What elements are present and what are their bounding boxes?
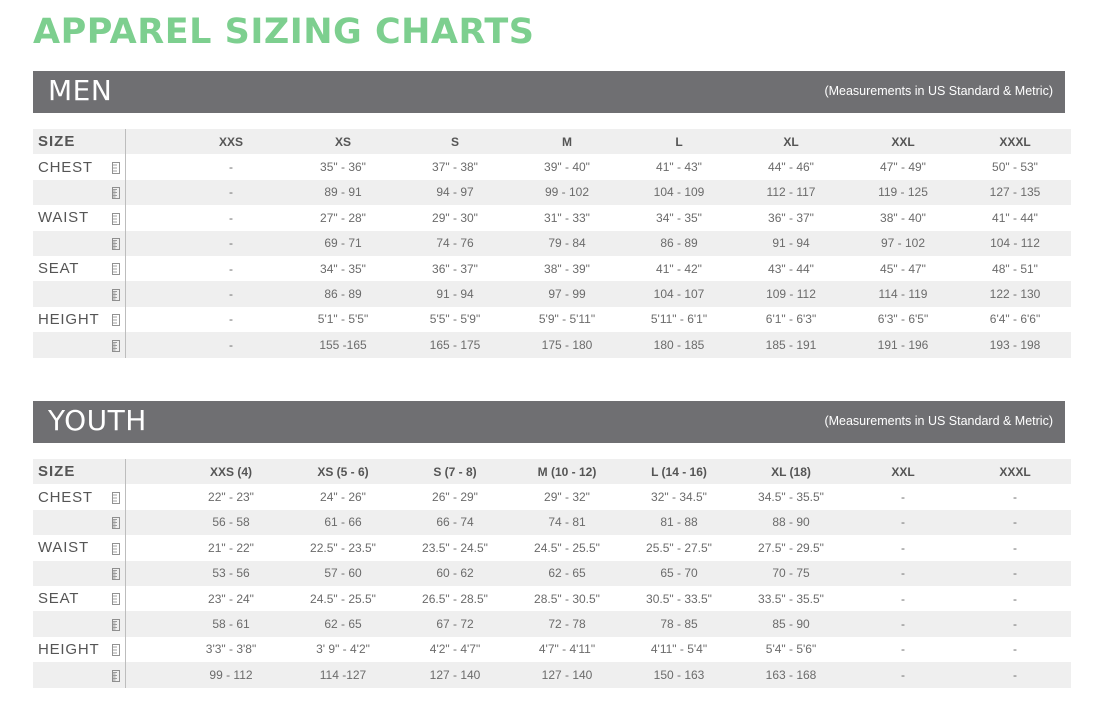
size-header: S bbox=[399, 129, 511, 154]
table-row bbox=[33, 180, 1071, 205]
table-cell: 150 - 163 bbox=[623, 662, 735, 687]
ruler-inch-icon bbox=[108, 256, 125, 281]
measurement-label: WAIST bbox=[38, 209, 89, 227]
table-cell: 22" - 23" bbox=[208, 490, 254, 505]
table-cell: 104 - 107 bbox=[623, 281, 735, 306]
table-cell: 23" - 24" bbox=[208, 591, 254, 606]
table-cell: 114 - 119 bbox=[847, 281, 959, 306]
table-cell: 29" - 32" bbox=[544, 490, 590, 505]
table-cell: 39" - 40" bbox=[544, 160, 590, 175]
table-cell: 180 - 185 bbox=[623, 332, 735, 357]
table-cell: 122 - 130 bbox=[959, 281, 1071, 306]
table-cell: 97 - 102 bbox=[847, 231, 959, 256]
table-cell: 3' 9" - 4'2" bbox=[316, 642, 370, 657]
table-cell: 25.5" - 27.5" bbox=[646, 540, 712, 555]
table-cell: 43" - 44" bbox=[768, 261, 814, 276]
table-cell: - bbox=[1013, 490, 1017, 505]
ruler-inch-icon bbox=[108, 637, 125, 662]
table-cell: - bbox=[1013, 591, 1017, 606]
men-size-header-row bbox=[33, 129, 1071, 154]
size-header: S (7 - 8) bbox=[399, 459, 511, 484]
table-cell: - bbox=[229, 261, 233, 276]
table-row bbox=[33, 332, 1071, 357]
table-cell: 23.5" - 24.5" bbox=[422, 540, 488, 555]
men-section bbox=[33, 71, 1065, 358]
header-spacer bbox=[108, 129, 125, 154]
size-column-label: SIZE bbox=[33, 129, 108, 154]
table-cell: 24.5" - 25.5" bbox=[534, 540, 600, 555]
table-cell: 27.5" - 29.5" bbox=[758, 540, 824, 555]
table-cell: 26" - 29" bbox=[432, 490, 478, 505]
table-row bbox=[33, 484, 1071, 509]
table-cell: 89 - 91 bbox=[287, 180, 399, 205]
table-cell: 5'11" - 6'1" bbox=[650, 312, 708, 327]
table-cell: - bbox=[959, 611, 1071, 636]
table-cell: 27" - 28" bbox=[320, 210, 366, 225]
youth-size-table bbox=[33, 459, 1072, 688]
table-cell: - bbox=[901, 591, 905, 606]
size-header: L bbox=[623, 129, 735, 154]
table-cell: 175 - 180 bbox=[511, 332, 623, 357]
table-row bbox=[33, 231, 1071, 256]
table-row bbox=[33, 586, 1071, 611]
size-header: XXL bbox=[847, 129, 959, 154]
table-row bbox=[33, 256, 1071, 281]
ruler-inch-icon bbox=[108, 154, 125, 179]
table-cell: 34" - 35" bbox=[656, 210, 702, 225]
size-header: M (10 - 12) bbox=[511, 459, 623, 484]
table-cell: 36" - 37" bbox=[432, 261, 478, 276]
table-cell: - bbox=[175, 231, 287, 256]
youth-section bbox=[33, 401, 1065, 688]
table-cell: 91 - 94 bbox=[399, 281, 511, 306]
table-cell: 67 - 72 bbox=[399, 611, 511, 636]
table-row bbox=[33, 205, 1071, 230]
header-gap bbox=[125, 459, 175, 484]
table-cell: - bbox=[175, 332, 287, 357]
table-cell: 66 - 74 bbox=[399, 510, 511, 535]
row-gap bbox=[125, 535, 175, 560]
table-cell: 5'9" - 5'11" bbox=[538, 312, 596, 327]
table-cell: 28.5" - 30.5" bbox=[534, 591, 600, 606]
measurement-label bbox=[33, 510, 108, 535]
header-gap bbox=[125, 129, 175, 154]
table-cell: - bbox=[901, 540, 905, 555]
table-cell: 60 - 62 bbox=[399, 561, 511, 586]
table-cell: 61 - 66 bbox=[287, 510, 399, 535]
table-cell: 24" - 26" bbox=[320, 490, 366, 505]
table-cell: 31" - 33" bbox=[544, 210, 590, 225]
table-cell: 99 - 112 bbox=[175, 662, 287, 687]
table-cell: 41" - 44" bbox=[992, 210, 1038, 225]
men-size-table bbox=[33, 129, 1072, 358]
row-gap bbox=[125, 561, 175, 586]
table-cell: 4'7" - 4'11" bbox=[538, 642, 596, 657]
table-cell: 57 - 60 bbox=[287, 561, 399, 586]
table-cell: - bbox=[959, 510, 1071, 535]
table-cell: 38" - 40" bbox=[880, 210, 926, 225]
table-cell: - bbox=[229, 312, 233, 327]
men-measurement-note: (Measurements in US Standard & Metric) bbox=[824, 84, 1053, 98]
table-cell: 56 - 58 bbox=[175, 510, 287, 535]
ruler-cm-icon bbox=[108, 180, 125, 205]
measurement-label bbox=[33, 662, 108, 687]
table-cell: 37" - 38" bbox=[432, 160, 478, 175]
size-header: XL (18) bbox=[735, 459, 847, 484]
table-row bbox=[33, 611, 1071, 636]
ruler-cm-icon bbox=[108, 662, 125, 687]
table-cell: 44" - 46" bbox=[768, 160, 814, 175]
table-cell: 6'1" - 6'3" bbox=[765, 312, 817, 327]
table-cell: 70 - 75 bbox=[735, 561, 847, 586]
table-cell: - bbox=[901, 490, 905, 505]
size-header: XXS bbox=[175, 129, 287, 154]
table-cell: 78 - 85 bbox=[623, 611, 735, 636]
table-cell: 114 -127 bbox=[287, 662, 399, 687]
size-header: XS (5 - 6) bbox=[287, 459, 399, 484]
youth-measurement-note: (Measurements in US Standard & Metric) bbox=[824, 414, 1053, 428]
ruler-cm-icon bbox=[108, 611, 125, 636]
table-cell: 72 - 78 bbox=[511, 611, 623, 636]
table-cell: 86 - 89 bbox=[287, 281, 399, 306]
table-cell: 34.5" - 35.5" bbox=[758, 490, 824, 505]
table-cell: 112 - 117 bbox=[735, 180, 847, 205]
table-cell: - bbox=[847, 561, 959, 586]
table-cell: - bbox=[1013, 540, 1017, 555]
table-cell: 81 - 88 bbox=[623, 510, 735, 535]
ruler-cm-icon bbox=[108, 332, 125, 357]
row-gap bbox=[125, 510, 175, 535]
table-cell: 33.5" - 35.5" bbox=[758, 591, 824, 606]
table-cell: 6'4" - 6'6" bbox=[989, 312, 1041, 327]
ruler-inch-icon bbox=[108, 307, 125, 332]
table-row bbox=[33, 307, 1071, 332]
size-header: XS bbox=[287, 129, 399, 154]
table-cell: 86 - 89 bbox=[623, 231, 735, 256]
table-cell: 41" - 42" bbox=[656, 261, 702, 276]
table-cell: 185 - 191 bbox=[735, 332, 847, 357]
table-row bbox=[33, 561, 1071, 586]
row-gap bbox=[125, 256, 175, 281]
table-cell: 30.5" - 33.5" bbox=[646, 591, 712, 606]
table-cell: 127 - 140 bbox=[511, 662, 623, 687]
table-cell: 5'5" - 5'9" bbox=[429, 312, 481, 327]
size-header: XXXL bbox=[959, 459, 1071, 484]
table-row bbox=[33, 637, 1071, 662]
table-cell: 85 - 90 bbox=[735, 611, 847, 636]
table-cell: 5'1" - 5'5" bbox=[317, 312, 369, 327]
youth-size-header-row bbox=[33, 459, 1071, 484]
men-section-title: MEN bbox=[48, 74, 113, 107]
table-cell: 26.5" - 28.5" bbox=[422, 591, 488, 606]
table-cell: 97 - 99 bbox=[511, 281, 623, 306]
table-cell: - bbox=[959, 662, 1071, 687]
row-gap bbox=[125, 231, 175, 256]
row-gap bbox=[125, 205, 175, 230]
table-cell: 94 - 97 bbox=[399, 180, 511, 205]
row-gap bbox=[125, 332, 175, 357]
size-column-label: SIZE bbox=[33, 459, 108, 484]
table-cell: - bbox=[901, 642, 905, 657]
table-cell: 163 - 168 bbox=[735, 662, 847, 687]
men-header-bar bbox=[33, 71, 1065, 113]
table-cell: - bbox=[229, 160, 233, 175]
table-cell: 127 - 140 bbox=[399, 662, 511, 687]
table-cell: - bbox=[1013, 642, 1017, 657]
header-spacer bbox=[108, 459, 125, 484]
ruler-inch-icon bbox=[108, 484, 125, 509]
table-cell: 48" - 51" bbox=[992, 261, 1038, 276]
table-cell: 50" - 53" bbox=[992, 160, 1038, 175]
table-cell: 22.5" - 23.5" bbox=[310, 540, 376, 555]
page-title: APPAREL SIZING CHARTS bbox=[33, 12, 535, 52]
ruler-cm-icon bbox=[108, 231, 125, 256]
table-cell: 74 - 81 bbox=[511, 510, 623, 535]
measurement-label: CHEST bbox=[38, 488, 93, 506]
table-cell: 193 - 198 bbox=[959, 332, 1071, 357]
table-cell: 191 - 196 bbox=[847, 332, 959, 357]
measurement-label: HEIGHT bbox=[38, 310, 100, 328]
table-cell: 34" - 35" bbox=[320, 261, 366, 276]
table-cell: 165 - 175 bbox=[399, 332, 511, 357]
table-cell: 104 - 109 bbox=[623, 180, 735, 205]
table-cell: 53 - 56 bbox=[175, 561, 287, 586]
size-header: XXXL bbox=[959, 129, 1071, 154]
table-cell: 45" - 47" bbox=[880, 261, 926, 276]
table-cell: 47" - 49" bbox=[880, 160, 926, 175]
measurement-label bbox=[33, 231, 108, 256]
ruler-inch-icon bbox=[108, 535, 125, 560]
table-row bbox=[33, 662, 1071, 687]
table-cell: - bbox=[847, 662, 959, 687]
row-gap bbox=[125, 484, 175, 509]
table-cell: - bbox=[175, 180, 287, 205]
youth-section-title: YOUTH bbox=[48, 404, 147, 437]
table-cell: 4'2" - 4'7" bbox=[429, 642, 481, 657]
measurement-label: SEAT bbox=[38, 260, 80, 278]
table-row bbox=[33, 154, 1071, 179]
table-cell: 4'11" - 5'4" bbox=[650, 642, 708, 657]
table-cell: 3'3" - 3'8" bbox=[205, 642, 257, 657]
table-cell: - bbox=[229, 210, 233, 225]
table-cell: - bbox=[959, 561, 1071, 586]
row-gap bbox=[125, 154, 175, 179]
row-gap bbox=[125, 307, 175, 332]
table-cell: - bbox=[175, 281, 287, 306]
table-cell: 69 - 71 bbox=[287, 231, 399, 256]
table-cell: 62 - 65 bbox=[287, 611, 399, 636]
table-cell: 99 - 102 bbox=[511, 180, 623, 205]
table-cell: 62 - 65 bbox=[511, 561, 623, 586]
table-cell: 74 - 76 bbox=[399, 231, 511, 256]
size-header: XL bbox=[735, 129, 847, 154]
table-cell: 21" - 22" bbox=[208, 540, 254, 555]
measurement-label bbox=[33, 180, 108, 205]
row-gap bbox=[125, 586, 175, 611]
row-gap bbox=[125, 281, 175, 306]
table-cell: 65 - 70 bbox=[623, 561, 735, 586]
table-cell: 88 - 90 bbox=[735, 510, 847, 535]
table-cell: 38" - 39" bbox=[544, 261, 590, 276]
measurement-label bbox=[33, 561, 108, 586]
table-cell: 109 - 112 bbox=[735, 281, 847, 306]
table-row bbox=[33, 510, 1071, 535]
ruler-inch-icon bbox=[108, 586, 125, 611]
table-cell: 127 - 135 bbox=[959, 180, 1071, 205]
measurement-label bbox=[33, 332, 108, 357]
table-cell: 29" - 30" bbox=[432, 210, 478, 225]
table-cell: 36" - 37" bbox=[768, 210, 814, 225]
ruler-cm-icon bbox=[108, 510, 125, 535]
measurement-label: SEAT bbox=[38, 590, 80, 608]
measurement-label: WAIST bbox=[38, 539, 89, 557]
table-cell: 41" - 43" bbox=[656, 160, 702, 175]
measurement-label bbox=[33, 611, 108, 636]
table-cell: - bbox=[847, 510, 959, 535]
table-row bbox=[33, 281, 1071, 306]
size-header: XXS (4) bbox=[175, 459, 287, 484]
youth-header-bar bbox=[33, 401, 1065, 443]
table-cell: 32" - 34.5" bbox=[651, 490, 707, 505]
ruler-cm-icon bbox=[108, 561, 125, 586]
row-gap bbox=[125, 662, 175, 687]
table-cell: 79 - 84 bbox=[511, 231, 623, 256]
table-cell: 91 - 94 bbox=[735, 231, 847, 256]
measurement-label: HEIGHT bbox=[38, 640, 100, 658]
ruler-inch-icon bbox=[108, 205, 125, 230]
table-cell: 104 - 112 bbox=[959, 231, 1071, 256]
table-cell: 5'4" - 5'6" bbox=[765, 642, 817, 657]
size-header: L (14 - 16) bbox=[623, 459, 735, 484]
table-cell: - bbox=[847, 611, 959, 636]
table-cell: 24.5" - 25.5" bbox=[310, 591, 376, 606]
size-header: XXL bbox=[847, 459, 959, 484]
table-cell: 119 - 125 bbox=[847, 180, 959, 205]
table-cell: 155 -165 bbox=[287, 332, 399, 357]
table-cell: 6'3" - 6'5" bbox=[877, 312, 929, 327]
table-row bbox=[33, 535, 1071, 560]
table-cell: 35" - 36" bbox=[320, 160, 366, 175]
table-cell: 58 - 61 bbox=[175, 611, 287, 636]
ruler-cm-icon bbox=[108, 281, 125, 306]
size-header: M bbox=[511, 129, 623, 154]
row-gap bbox=[125, 611, 175, 636]
measurement-label bbox=[33, 281, 108, 306]
row-gap bbox=[125, 637, 175, 662]
row-gap bbox=[125, 180, 175, 205]
measurement-label: CHEST bbox=[38, 158, 93, 176]
